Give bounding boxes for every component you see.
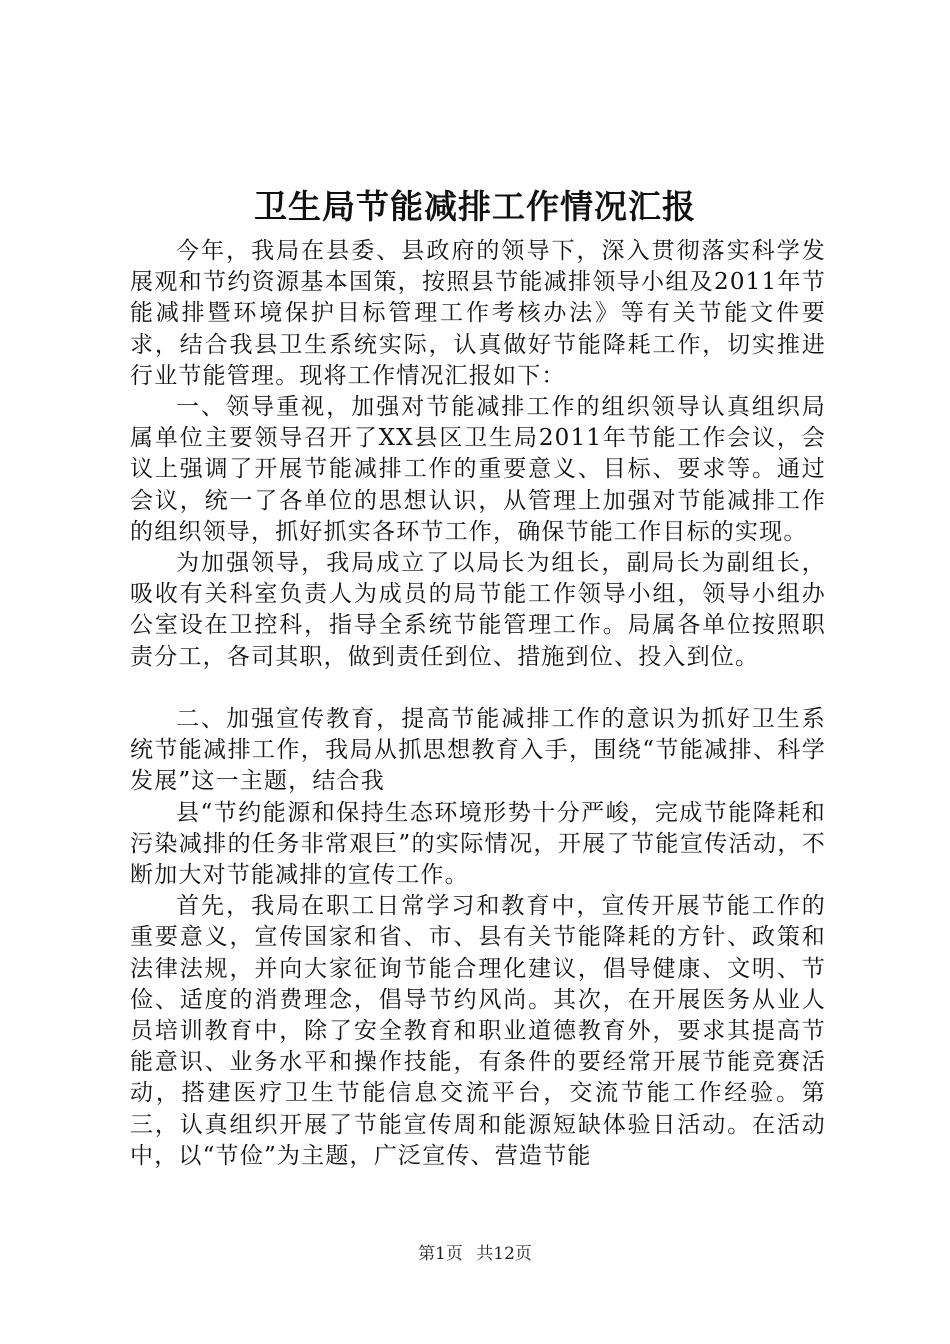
paragraph-section-1: 一、领导重视，加强对节能减排工作的组织领导认真组织局属单位主要领导召开了XX县区卫生局2011年节能工作会议，会议上强调了开展节能减排工作的重要意义、目标、要求等。通过会议，统一了各单位的思想认识，从管理上加强对节能减排工作的组织领导，抓好抓实各环节工作，确保节能工作目标的实现。 <box>130 394 826 545</box>
page-footer <box>0 1242 950 1266</box>
paragraph-section-2: 二、加强宣传教育，提高节能减排工作的意识为抓好卫生系统节能减排工作，我局从抓思想教育入手，围绕“节能减排、科学发展”这一主题，结合我 <box>130 706 826 795</box>
paragraph-county-situation: 县“节约能源和保持生态环境形势十分严峻，完成节能降耗和污染减排的任务非常艰巨”的实际情况，开展了节能宣传活动，不断加大对节能减排的宣传工作。 <box>130 799 826 889</box>
document-body <box>130 236 826 1172</box>
paragraph-leadership-group: 为加强领导，我局成立了以局长为组长，副局长为副组长，吸收有关科室负责人为成员的局节能工作领导小组，领导小组办公室设在卫控科，指导全系统节能管理工作。局属各单位按照职责分工，各司其职，做到责任到位、措施到位、投入到位。 <box>130 550 826 670</box>
paragraph-intro: 今年，我局在县委、县政府的领导下，深入贯彻落实科学发展观和节约资源基本国策，按照县节能减排领导小组及2011年节能减排暨环境保护目标管理工作考核办法》等有关节能文件要求，结合我县卫生系统实际，认真做好节能降耗工作，切实推进行业节能管理。现将工作情况汇报如下： <box>130 238 826 389</box>
document-title: 卫生局节能减排工作情况汇报 <box>254 187 696 226</box>
page-total: 共12页 <box>476 1244 532 1264</box>
paragraph-measures: 首先，我局在职工日常学习和教育中，宣传开展节能工作的重要意义，宣传国家和省、市、县有关节能降耗的方针、政策和法律法规，并向大家征询节能合理化建议，倡导健康、文明、节俭、适度的消费理念，倡导节约风尚。其次，在开展医务从业人员培训教育中，除了安全教育和职业道德教育外，要求其提高节能意识、业务水平和操作技能，有条件的要经常开展节能竞赛活动，搭建医疗卫生节能信息交流平台，交流节能工作经验。第三，认真组织开展了节能宣传周和能源短缺体验日活动。在活动中，以“节俭”为主题，广泛宣传、营造节能 <box>130 893 826 1169</box>
page-number: 第1页 <box>418 1244 463 1264</box>
